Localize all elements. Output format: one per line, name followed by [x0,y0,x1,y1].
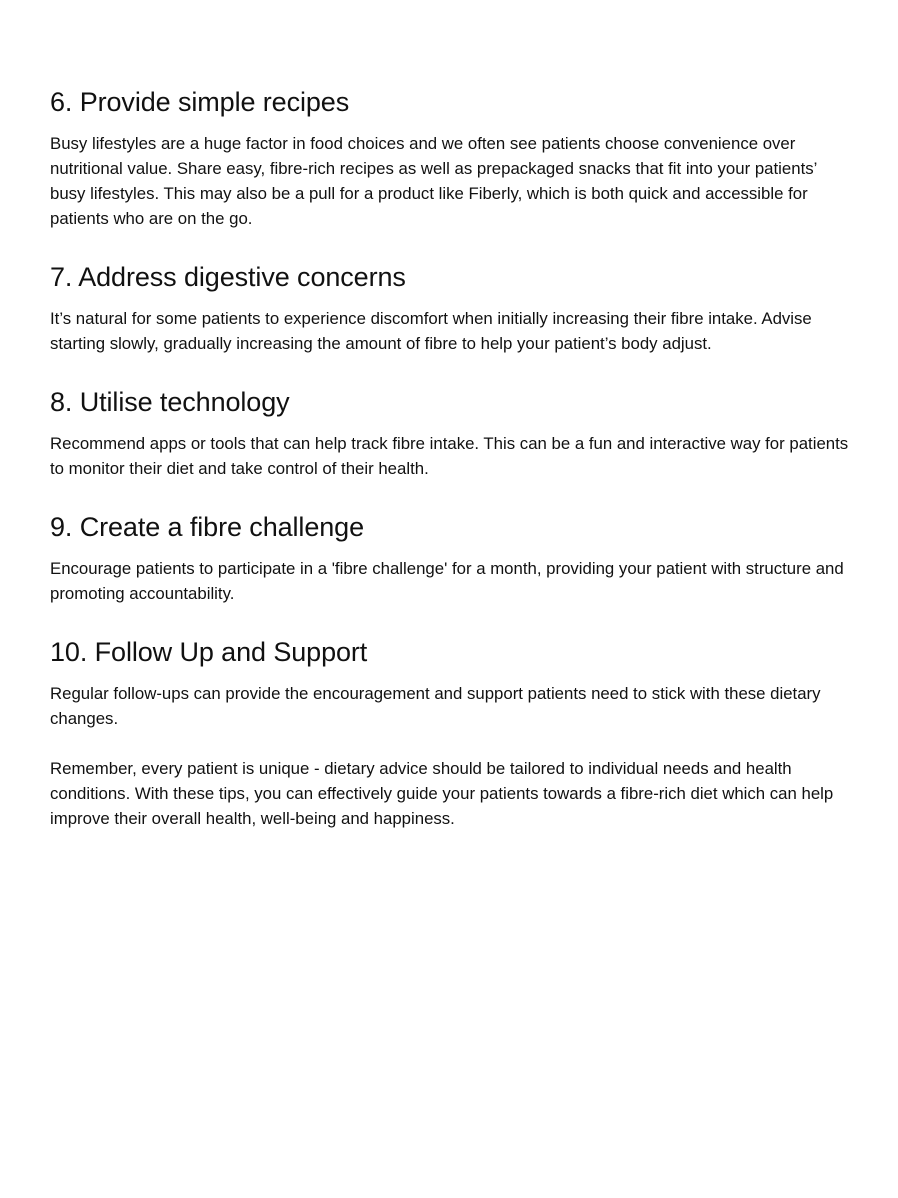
section-heading: 7. Address digestive concerns [50,262,406,292]
section-follow-up-and-support [50,634,850,831]
section-heading: 6. Provide simple recipes [50,87,350,117]
section-paragraph: Busy lifestyles are a huge factor in food choices and we often see patients choose convenience over nutritional value. Share easy, fibre-rich recipes as well as prepackaged snacks that fit into your patients’ busy lifestyles. This may also be a pull for a product like Fiberly, which is both quick and accessible for patients who are on the go. [50,134,817,228]
section-heading: 8. Utilise technology [50,387,290,417]
section-paragraph: It’s natural for some patients to experience discomfort when initially increasing their fibre intake. Advise starting slowly, gradually increasing the amount of fibre to help your patient’s body adjust. [50,309,812,353]
section-heading: 10. Follow Up and Support [50,637,368,667]
section-create-fibre-challenge [50,509,850,606]
section-paragraph: Recommend apps or tools that can help track fibre intake. This can be a fun and interactive way for patients to monitor their diet and take control of their health. [50,434,849,478]
document-body [50,84,850,859]
closing-paragraph: Remember, every patient is unique - dietary advice should be tailored to individual needs and health conditions. With these tips, you can effectively guide your patients towards a fibre-rich diet which can help improve their overall health, well-being and happiness. [50,759,834,828]
section-address-digestive-concerns [50,259,850,356]
section-paragraph: Regular follow-ups can provide the encouragement and support patients need to stick with these dietary changes. [50,684,821,728]
section-provide-simple-recipes [50,84,850,231]
section-paragraph: Encourage patients to participate in a 'fibre challenge' for a month, providing your patient with structure and promoting accountability. [50,559,844,603]
section-utilise-technology [50,384,850,481]
section-heading: 9. Create a fibre challenge [50,512,364,542]
